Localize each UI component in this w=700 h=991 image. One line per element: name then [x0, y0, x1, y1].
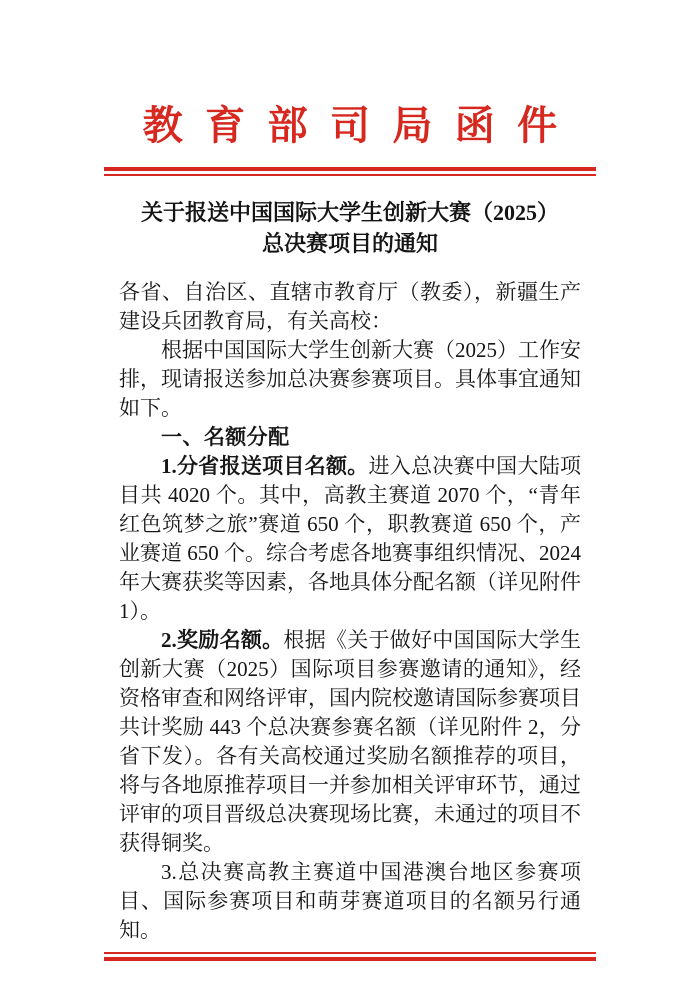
red-separator-top: [104, 167, 596, 176]
paragraph-2-text: 根据《关于做好中国国际大学生创新大赛（2025）国际项目参赛邀请的通知》，经资格审查和网络评审，国内院校邀请国际参赛项目共计奖励 443 个总决赛参赛名额（详见附件 2，分省下发）。各有关高校通过奖励名额推荐的项目，将与各地原推荐项目一并参加相关评审环节，通过评审的项目晋级总决赛现场比赛，未通过的项目不获得铜奖。: [119, 628, 582, 855]
paragraph-1-text: 进入总决赛中国大陆项目共 4020 个。其中，高教主赛道 2070 个，“青年红色筑梦之旅”赛道 650 个，职教赛道 650 个，产业赛道 650 个。综合考虑各地赛事组织情况、2024 年大赛获奖等因素，各地具体分配名额（详见附件 1）。: [119, 454, 582, 623]
notice-title-line-2: 总决赛项目的通知: [261, 231, 438, 256]
letterhead-title: 教育部司局函件: [142, 103, 580, 148]
paragraph-2-lead: 2.奖励名额。: [161, 628, 284, 652]
paragraph-2: [119, 626, 581, 858]
salutation: 各省、自治区、直辖市教育厅（教委），新疆生产建设兵团教育局，有关高校：: [119, 280, 581, 333]
section-heading-1: 一、名额分配: [161, 426, 290, 449]
red-separator-bottom: [104, 952, 596, 961]
notice-body: [119, 278, 581, 945]
notice-title-line-1: 关于报送中国国际大学生创新大赛（2025）: [140, 200, 559, 225]
paragraph-3: 3.总决赛高教主赛道中国港澳台地区参赛项目、国际参赛项目和萌芽赛道项目的名额另行通知。: [119, 860, 581, 942]
paragraph-1: [119, 452, 581, 626]
paragraph-1-lead: 1.分省报送项目名额。: [161, 454, 369, 478]
paragraph-intro: 根据中国国际大学生创新大赛（2025）工作安排，现请报送参加总决赛参赛项目。具体事宜通知如下。: [119, 338, 581, 420]
notice-title: [0, 197, 700, 259]
